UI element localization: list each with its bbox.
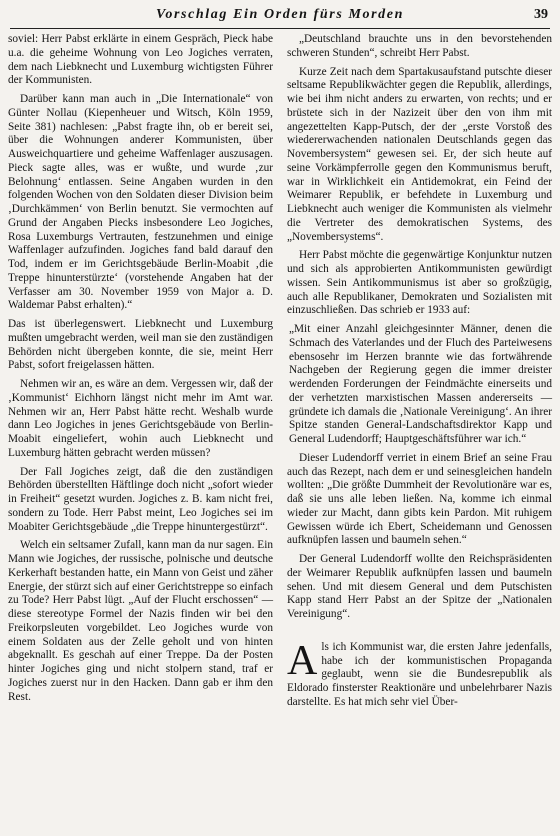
page-number: 39 xyxy=(534,7,548,22)
closing-paragraph xyxy=(287,637,552,710)
paragraph: Darüber kann man auch in „Die Internationale“ von Günter Nollau (Kiepenheuer und Witsch, Köln 1959, Seite 381) nachlesen: „Pabst fragte ihn, ob er bereit sei, über die Wohnungen anderer Kommunisten, über Ausweichquartiere und geheime Waffenlager auszusagen. Pieck sagte alles, was er wußte, und wurde ‚zur Belohnung‘ entlassen. Seine Angaben wurden in den folgenden Wochen von den Soldaten dieser Division beim ‚Durchkämmen‘ von Berlin benutzt. Sie vermochten auf Grund der Angaben Piecks insbesondere Leo Jogiches, Rosa Luxemburgs Vertrauten, festzunehmen und einige Waffenlager aufzufinden. Jogiches fand bald darauf den Tod, indem er im Gerichtsgebäude Berlin-Moabit ‚die Treppe hinunterstürzte‘ (vorstehende Angaben hat der Verfasser am 30. November 1959 von Major a. D. Waldemar Pabst erhalten).“ xyxy=(8,93,273,312)
text-columns xyxy=(8,33,552,715)
paragraph: soviel: Herr Pabst erklärte in einem Gespräch, Pieck habe u.a. die geheime Wohnung von Leo Jogiches verraten, dem nach Liebknecht und Luxemburg wichtigsten Führer der Kommunisten. xyxy=(8,33,273,87)
right-column xyxy=(287,33,552,715)
paragraph: Der Fall Jogiches zeigt, daß die den zuständigen Behörden überstellten Häftlinge doch nicht „sofort wieder in Freiheit“ gesetzt wurden. Jogiches z. B. kam nicht frei, sondern zu Tode. Herr Pabst meint, Leo Jogiches sei im Moabiter Gerichtsgebäude „die Treppe hinuntergestürzt“. xyxy=(8,465,273,533)
paragraph: „Deutschland brauchte uns in den bevorstehenden schweren Stunden“, schreibt Herr Pabst. xyxy=(287,33,552,59)
quote-paragraph: „Mit einer Anzahl gleichgesinnter Männer, denen die Schmach des Vaterlandes und der Fluch des Parteiwesens ebensosehr im Herzen brannte wie das fortwährende Nachgeben der Regierung gegen die immer dreister werdenden Forderungen der Feindmächte einerseits und der verhetzten marxistischen Massen andererseits — gründete ich damals die ‚Nationale Vereinigung‘. An ihrer Spitze standen General-Landschaftsdirektor Kapp und General Ludendorff; Hauptgeschäftsführer war ich.“ xyxy=(289,323,552,445)
section-break xyxy=(287,627,552,641)
paragraph: Der General Ludendorff wollte den Reichspräsidenten der Weimarer Republik aufknüpfen lassen und baumeln sehen. Und mit diesem General und dem Putschisten Kapp stand Herr Pabst an der Spitze der „Nationalen Vereinigung“. xyxy=(287,553,552,620)
left-column xyxy=(8,33,273,715)
running-title: Vorschlag Ein Orden fürs Morden xyxy=(156,7,404,22)
page-header xyxy=(10,6,550,29)
paragraph: Nehmen wir an, es wäre an dem. Vergessen wir, daß der ‚Kommunist‘ Eichhorn längst nicht mehr im Amt war. Nehmen wir an, Herr Pabst hätte recht. Weshalb wurde dann Leo Jogiches in jenes Gerichtsgebäude von Berlin-Moabit eingeliefert, wohin auch Liebknecht und Luxemburg hätten gebracht werden müssen? xyxy=(8,378,273,459)
paragraph: Herr Pabst möchte die gegenwärtige Konjunktur nutzen und sich als approbierten Antikommunisten gewürdigt wissen. Sein Antikommunismus ist aber so großzügig, auch alle Republikaner, Demokraten und Sozialisten mit einzuschließen. Das schrieb er 1933 auf: xyxy=(287,249,552,317)
drop-cap: A xyxy=(287,637,318,684)
paragraph: Dieser Ludendorff verriet in einem Brief an seine Frau auch das Rezept, nach dem er und seinesgleichen handeln wollten: „Die größte Dummheit der Revolutionäre war es, daß sie uns alle leben ließen. Na, komme ich einmal wieder zur Macht, dann gibts kein Pardon. Mit ruhigem Gewissen würde ich Ebert, Scheidemann und Genossen aufknüpfen lassen und baumeln sehen.“ xyxy=(287,451,552,547)
paragraph: Das ist überlegenswert. Liebknecht und Luxemburg mußten umgebracht werden, weil man sie den zuständigen Behörden nicht übergeben konnte, die sie, meint Herr Pabst, sofort freigelassen hätten. xyxy=(8,318,273,372)
paragraph: Welch ein seltsamer Zufall, kann man da nur sagen. Ein Mann wie Jogiches, der russische, polnische und deutsche Kerkerhaft bestanden hatte, ein Mann von Geist und zäher Energie, der stürzt sich auf einer Gerichtstreppe so einfach zu Tode? Herr Pabst lügt. „Auf der Flucht erschossen“ — diese stereotype Formel der Nazis finden wir bei den Freikorpsleuten vorgebildet. Leo Jogiches wurde von einem Soldaten aus der Zelle geholt und von hinten abgeknallt. Es geschah auf einer Treppe. Da der Posten hinter Jogiches ging und nicht stolpern stand, traf er Jogiches zuerst nur in den Hacken. Dann gab er ihm den Rest. xyxy=(8,539,273,703)
paragraph: Kurze Zeit nach dem Spartakusaufstand putschte dieser seltsame Republikwächter gegen die Republik, allerdings, wie bei ihm nicht anders zu erwarten, von rechts; und er brüstete sich in der Nazizeit über den von ihm mit angezettelten Kapp-Putsch, der der „erste Vorstoß des wiedererwachenden nationalen Deutschlands gegen das Novembersystem“ gewesen sei. Er, der sich heute auf seine Vorkämpferrolle gegen den Kommunismus beruft, war in Wirklichkeit ein Antidemokrat, ein Feind der Weimarer Republik, er befehdete in Luxemburg und Liebknecht auch weniger die Kommunisten als vielmehr die Vertreter des demokratischen Systems, des „Novembersystems“. xyxy=(287,65,552,243)
closing-paragraph-text: ls ich Kommunist war, die ersten Jahre jedenfalls, habe ich der kommunistischen Propaganda geglaubt, wenn sie die Bundesrepublik als Eldorado finsterster Reaktionäre und unbelehrbarer Nazis darstellte. Es hat mich sehr viel Über- xyxy=(287,640,552,708)
